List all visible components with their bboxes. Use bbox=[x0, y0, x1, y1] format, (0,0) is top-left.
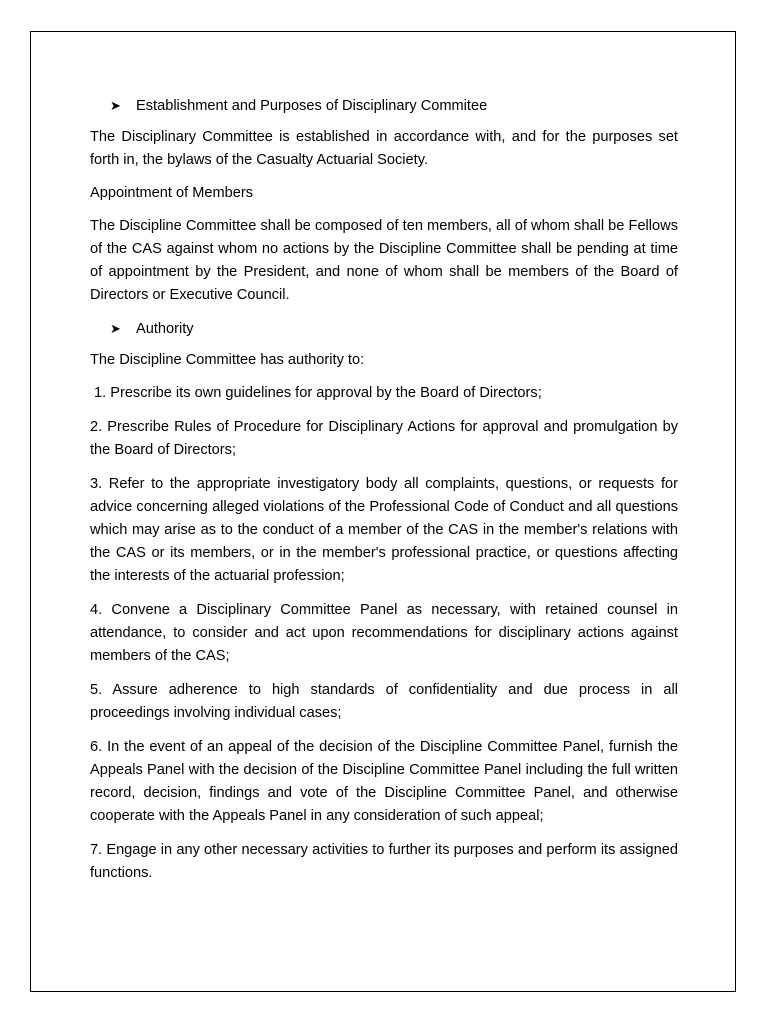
arrow-bullet-icon: ➤ bbox=[110, 98, 121, 113]
authority-item: 7. Engage in any other necessary activities to further its purposes and perform its assigned functions. bbox=[90, 842, 678, 881]
authority-item: 4. Convene a Disciplinary Committee Panel as necessary, with retained counsel in attendance, to consider and act upon recommendations for disciplinary actions against members of the CAS; bbox=[90, 602, 678, 664]
arrow-bullet-icon: ➤ bbox=[110, 321, 121, 336]
authority-item: 5. Assure adherence to high standards of confidentiality and due process in all proceedings involving individual cases; bbox=[90, 682, 678, 721]
section-heading-text: Authority bbox=[136, 321, 194, 337]
authority-item: 2. Prescribe Rules of Procedure for Disciplinary Actions for approval and promulgation by the Board of Directors; bbox=[90, 419, 678, 458]
appointment-paragraph: The Discipline Committee shall be composed of ten members, all of whom shall be Fellows of the CAS against whom no actions by the Discipline Committee shall be pending at time of appointment by the President, and none of whom shall be members of the Board of Directors or Executive Council. bbox=[90, 218, 678, 303]
authority-item: 6. In the event of an appeal of the decision of the Discipline Committee Panel, furnish the Appeals Panel with the decision of the Discipline Committee Panel including the full written record, decision, findings and vote of the Discipline Committee Panel, and otherwise cooperate with the Appeals Panel in any consideration of such appeal; bbox=[90, 739, 678, 824]
authority-intro: The Discipline Committee has authority to: bbox=[90, 352, 365, 368]
establishment-paragraph: The Disciplinary Committee is established in accordance with, and for the purposes set forth in, the bylaws of the Casualty Actuarial Society. bbox=[90, 129, 678, 168]
appointment-heading: Appointment of Members bbox=[90, 185, 254, 201]
section-heading-establishment bbox=[110, 94, 678, 118]
document-body bbox=[90, 94, 678, 896]
section-heading-text: Establishment and Purposes of Disciplinary Commitee bbox=[136, 98, 488, 114]
authority-item: 3. Refer to the appropriate investigatory body all complaints, questions, or requests for advice concerning alleged violations of the Professional Code of Conduct and all questions which may arise as to the conduct of a member of the CAS in the member's relations with the CAS or its members, or in the member's professional practice, or questions affecting the interests of the actuarial profession; bbox=[90, 476, 678, 584]
section-heading-authority bbox=[110, 317, 678, 341]
authority-item: 1. Prescribe its own guidelines for approval by the Board of Directors; bbox=[94, 385, 542, 401]
